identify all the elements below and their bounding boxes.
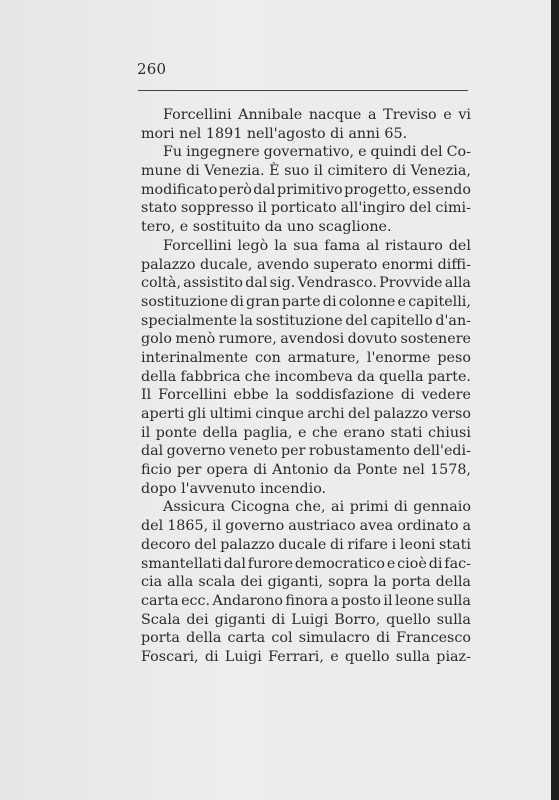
text-line: aperti gli ultimi cinque archi del palazzo verso bbox=[141, 406, 471, 422]
text-line: dopo l'avvenuto incendio. bbox=[141, 480, 327, 497]
text-line: mori nel 1891 nell'agosto di anni 65. bbox=[141, 125, 408, 142]
page-number: 260 bbox=[137, 60, 167, 78]
text-line: il ponte della paglia, e che erano stati chiusi bbox=[141, 424, 471, 441]
text-line: della fabbrica che incombeva da quella parte. bbox=[141, 368, 471, 385]
text-line: Forcellini legò la sua fama al ristauro del bbox=[163, 237, 471, 254]
text-line: porta della carta col simulacro di Francesco bbox=[141, 630, 471, 647]
text-line: modificato però dal primitivo progetto, essendo bbox=[141, 181, 471, 198]
text-line: sostituzione di gran parte di colonne e capitelli, bbox=[141, 293, 471, 310]
text-line: Assicura Cicogna che, ai primi di gennaio bbox=[163, 499, 471, 516]
text-line: specialmente la sostituzione del capitello d'an- bbox=[141, 312, 471, 329]
text-line: ficio per opera di Antonio da Ponte nel 1578, bbox=[141, 462, 471, 479]
text-line: mune di Venezia. È suo il cimitero di Venezia, bbox=[141, 163, 471, 180]
text-line: golo menò rumore, avendosi dovuto sostenere bbox=[141, 331, 471, 348]
text-line: stato soppresso il porticato all'ingiro del cimi- bbox=[141, 200, 471, 217]
text-line: dal governo veneto per robustamento dell'edi- bbox=[141, 443, 471, 460]
text-line: smantellati dal furore democratico e cioè di fac- bbox=[141, 555, 471, 572]
text-line: Scala dei giganti di Luigi Borro, quello sulla bbox=[141, 611, 471, 628]
text-line: del 1865, il governo austriaco avea ordinato a bbox=[141, 518, 471, 535]
text-line: tero, e sostituito da uno scaglione. bbox=[141, 219, 392, 236]
text-line: palazzo ducale, avendo superato enormi diffi- bbox=[141, 256, 471, 273]
text-line: carta ecc. Andarono finora a posto il leone sulla bbox=[141, 592, 471, 609]
text-line: Fu ingegnere governativo, e quindi del Co- bbox=[163, 144, 471, 161]
header-rule bbox=[138, 90, 468, 91]
text-line: Foscari, di Luigi Ferrari, e quello sulla piaz- bbox=[141, 648, 471, 665]
text-line: cia alla scala dei giganti, sopra la porta della bbox=[141, 574, 471, 591]
text-line: Forcellini Annibale nacque a Treviso e vi bbox=[163, 107, 471, 123]
text-line: interinalmente con armature, l'enorme peso bbox=[141, 349, 471, 366]
book-spine-edge bbox=[551, 0, 559, 800]
text-line: coltà, assistito dal sig. Vendrasco. Provvide alla bbox=[141, 275, 471, 292]
text-line: decoro del palazzo ducale di rifare i leoni stati bbox=[141, 536, 471, 553]
text-line: Il Forcellini ebbe la soddisfazione di vedere bbox=[141, 387, 471, 404]
body-text bbox=[141, 106, 471, 667]
